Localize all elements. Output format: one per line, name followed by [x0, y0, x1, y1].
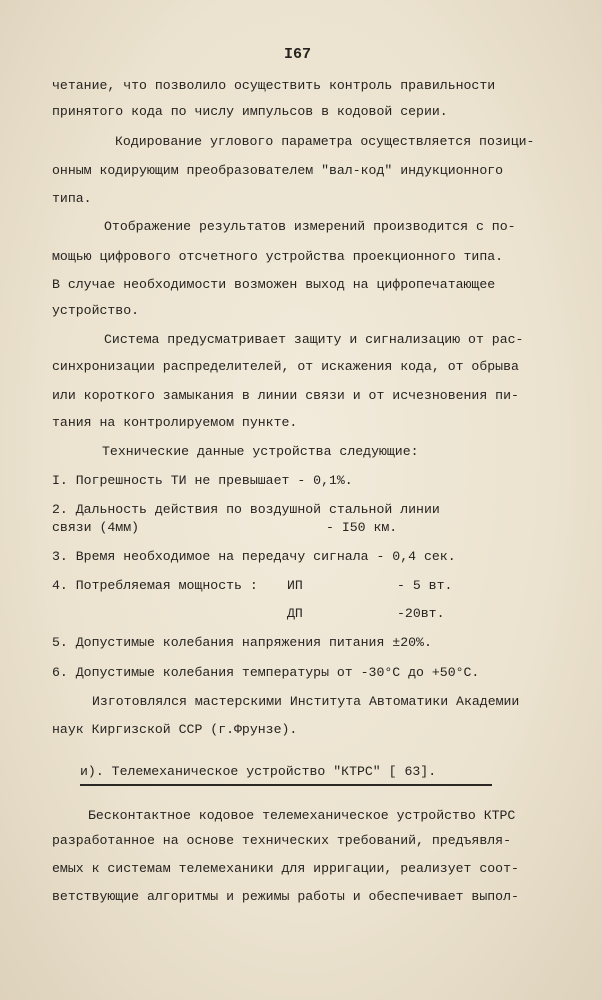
list-item: 3. Время необходимое на передачу сигнала - 0,4 сек.	[52, 549, 456, 564]
text-line: ветствующие алгоритмы и режимы работы и обеспечивает выпол-	[52, 889, 519, 904]
list-item-value: - I50 км.	[326, 520, 398, 535]
list-item: I. Погрешность ТИ не превышает - 0,1%.	[52, 473, 353, 488]
heading-underline	[80, 784, 492, 786]
section-heading: и). Телемеханическое устройство "КТРС" [ 63].	[80, 764, 437, 779]
text-line: В случае необходимости возможен выход на цифропечатающее	[52, 277, 496, 292]
list-item: 5. Допустимые колебания напряжения питания ±20%.	[52, 635, 432, 650]
text-line: Система предусматривает защиту и сигнализацию от рас-	[104, 332, 524, 347]
list-item: 6. Допустимые колебания температуры от -30°С до +50°С.	[52, 665, 480, 680]
text-line: Кодирование углового параметра осуществляется позици-	[115, 134, 535, 149]
text-line: Отображение результатов измерений производится с по-	[104, 219, 516, 234]
list-item-label: ИП	[287, 578, 303, 593]
text-line: наук Киргизской ССР (г.Фрунзе).	[52, 722, 298, 737]
text-line: синхронизации распределителей, от искажения кода, от обрыва	[52, 359, 519, 374]
text-line: мощью цифрового отсчетного устройства проекционного типа.	[52, 249, 504, 264]
text-line: онным кодирующим преобразователем "вал-код" индукционного	[52, 163, 504, 178]
text-line: емых к системам телемеханики для ирригации, реализует соот-	[52, 861, 519, 876]
list-item: 4. Потребляемая мощность :	[52, 578, 258, 593]
text-line: устройство.	[52, 303, 140, 318]
list-item: связи (4мм)	[52, 520, 140, 535]
text-line: принятого кода по числу импульсов в кодовой серии.	[52, 104, 448, 119]
text-line: четание, что позволило осуществить контроль правильности	[52, 78, 496, 93]
list-item-label: ДП	[287, 606, 303, 621]
text-line: тания на контролируемом пункте.	[52, 415, 298, 430]
text-line: Изготовлялся мастерскими Института Автоматики Академии	[92, 694, 520, 709]
list-item-value: -20вт.	[397, 606, 445, 621]
text-line: Бесконтактное кодовое телемеханическое устройство КТРС	[88, 808, 516, 823]
text-line: типа.	[52, 191, 92, 206]
list-item-value: - 5 вт.	[397, 578, 453, 593]
text-line: разработанное на основе технических требований, предъявля-	[52, 833, 511, 848]
tech-data-header: Технические данные устройства следующие:	[102, 444, 419, 459]
list-item: 2. Дальность действия по воздушной стальной линии	[52, 502, 440, 517]
page-number: I67	[284, 46, 312, 63]
text-line: или короткого замыкания в линии связи и от исчезновения пи-	[52, 388, 519, 403]
